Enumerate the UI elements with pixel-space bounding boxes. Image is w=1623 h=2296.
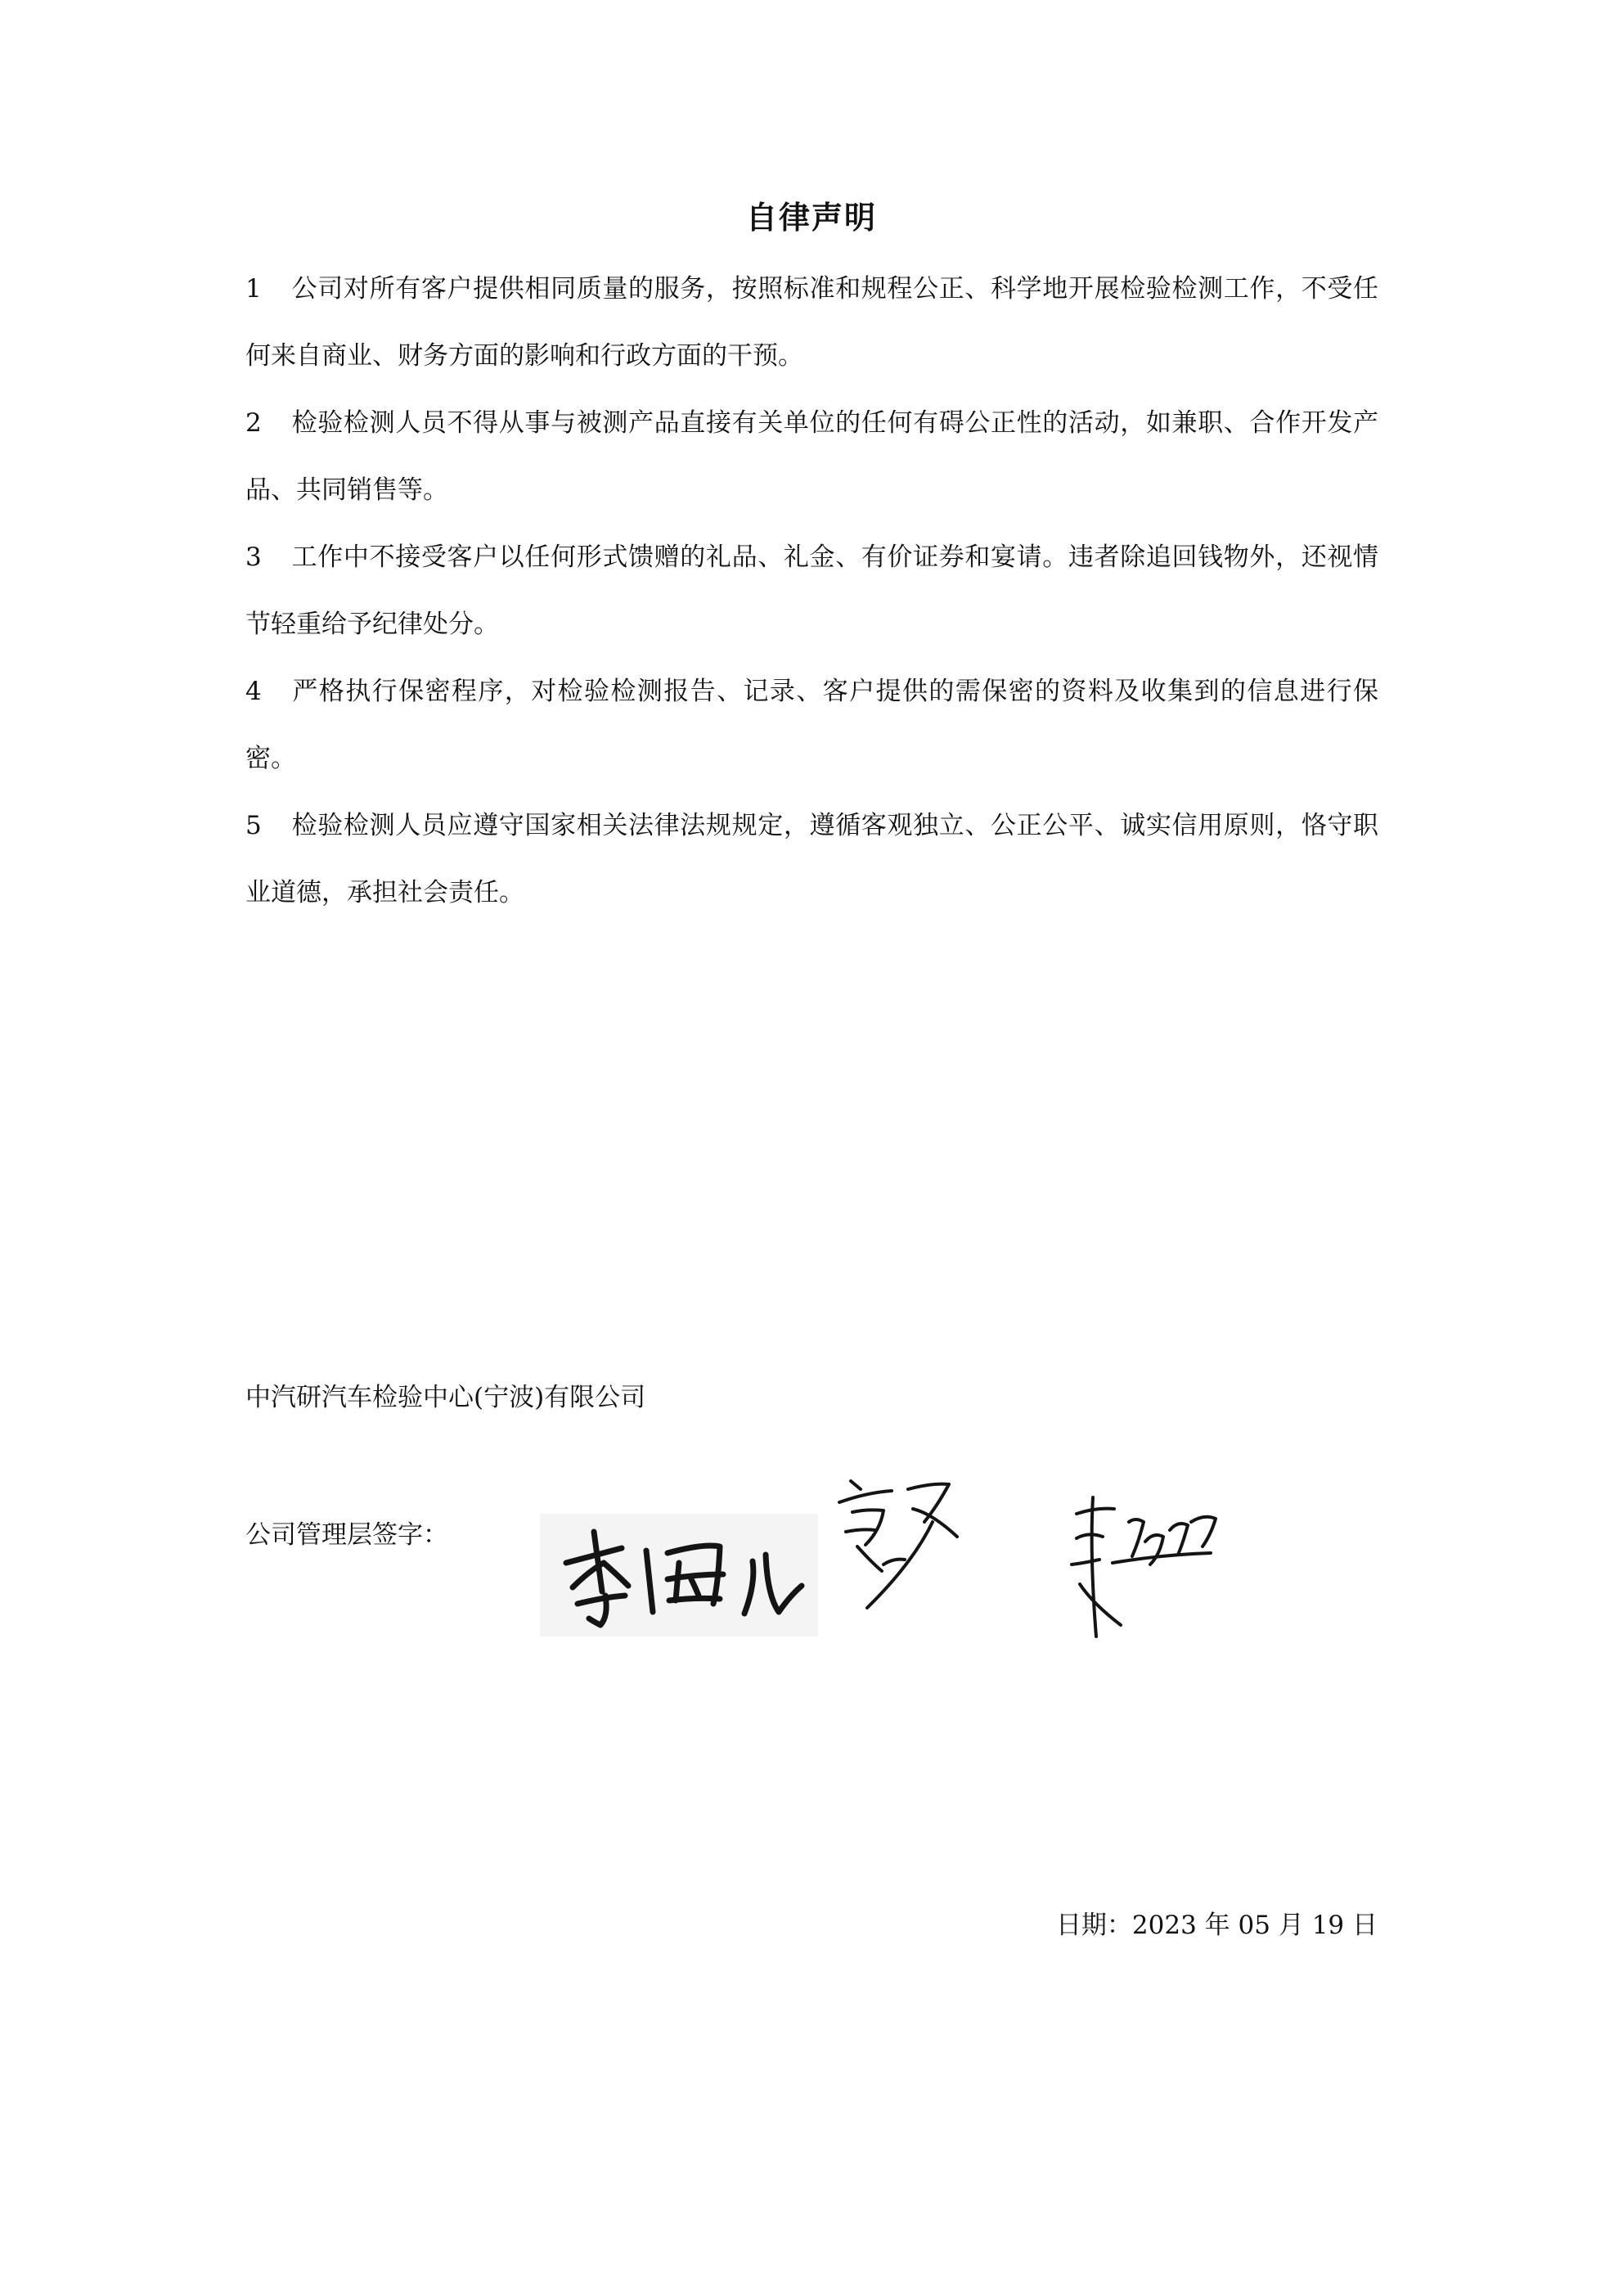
clause-text: 公司对所有客户提供相同质量的服务，按照标准和规程公正、科学地开展检验检测工作，不受任何来自商业、财务方面的影响和行政方面的干预。: [245, 274, 1378, 371]
clause-text: 检验检测人员应遵守国家相关法律法规规定，遵循客观独立、公正公平、诚实信用原则，恪守职业道德，承担社会责任。: [245, 811, 1378, 907]
clause-number: 1: [245, 274, 262, 304]
clause-text: 严格执行保密程序，对检验检测报告、记录、客户提供的需保密的资料及收集到的信息进行保密。: [245, 677, 1378, 773]
signature-area: [524, 1440, 1276, 1686]
signature-label: 公司管理层签字：: [245, 1520, 448, 1550]
clause-number: 3: [245, 542, 262, 572]
clause-item: [245, 524, 1378, 658]
clause-list: [245, 255, 1378, 926]
company-name: 中汽研汽车检验中心(宁波)有限公司: [245, 1383, 646, 1412]
handwritten-signature-3: [1072, 1497, 1216, 1636]
clause-number: 4: [245, 677, 262, 706]
clause-item: [245, 658, 1378, 792]
handwritten-signature-1: [540, 1514, 818, 1636]
clause-text: 工作中不接受客户以任何形式馈赠的礼品、礼金、有价证券和宴请。违者除追回钱物外，还视情节轻重给予纪律处分。: [245, 542, 1378, 639]
document-title: 自律声明: [745, 200, 877, 236]
clause-text: 检验检测人员不得从事与被测产品直接有关单位的任何有碍公正性的活动，如兼职、合作开发产品、共同销售等。: [245, 408, 1378, 505]
signing-date: 日期：2023 年 05 月 19 日: [1055, 1911, 1378, 1940]
clause-item: [245, 255, 1378, 389]
clause-item: [245, 389, 1378, 524]
clause-number: 2: [245, 408, 262, 438]
clause-number: 5: [245, 811, 262, 840]
handwritten-signature-2: [839, 1481, 957, 1608]
clause-item: [245, 792, 1378, 926]
